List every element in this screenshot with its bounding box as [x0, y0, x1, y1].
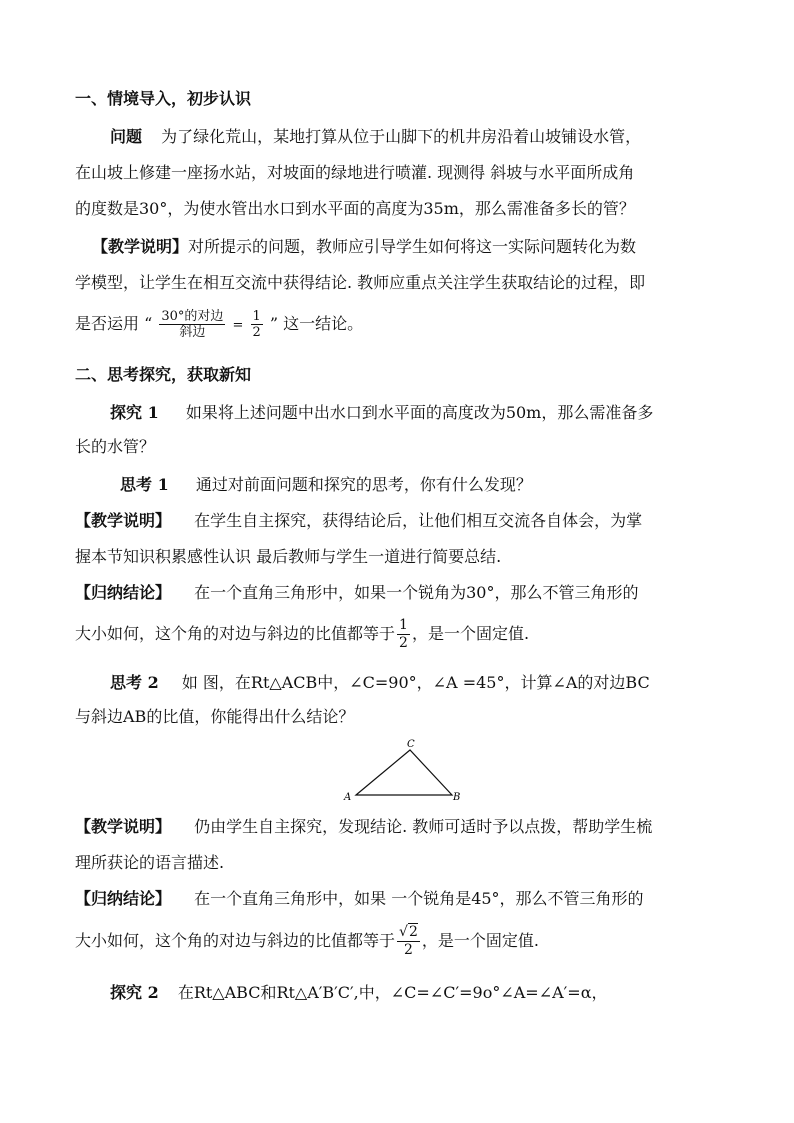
note-1-text-1: 在学生自主探究，获得结论后，让他们相互交流各自体会，为掌	[194, 511, 643, 530]
problem-line-3: 的度数是30°，为使水管出水口到水平面的高度为35m，那么需准备多长的管？	[75, 199, 635, 218]
explore-1-line-2: 长的水管？	[75, 437, 156, 456]
problem-text-1: 为了绿化荒山，某地打算从位于山脚下的机井房沿着山坡铺设水管，	[161, 127, 642, 146]
think-1-text: 通过对前面问题和探究的思考，你有什么发现？	[195, 475, 532, 494]
fraction-one-half-2	[397, 617, 410, 652]
note-1-label: 【教学说明】	[75, 511, 172, 530]
problem-label: 问题	[110, 127, 143, 146]
conclusion-2-text-2-pre: 大小如何，这个角的对边与斜边的比值都等于	[75, 931, 396, 950]
note-label: 【教学说明】	[92, 237, 189, 256]
vertex-label-b: B	[453, 792, 461, 803]
conclusion-1-text-2-post: ，是一个固定值.	[411, 624, 530, 643]
note-1-line-1	[75, 510, 642, 532]
explore-2-label: 探究 2	[110, 983, 159, 1002]
sqrt-radicand: 2	[408, 924, 418, 940]
explore-2-text: 在Rt△ABC和Rt△A′B′C′,中，∠C=∠C′=9o°∠A=∠A′=α，	[177, 983, 608, 1002]
note-text-3-post: ” 这一结论。	[269, 314, 364, 333]
triangle-figure	[340, 738, 466, 804]
half-numerator: 1	[252, 309, 261, 324]
note-text-3-pre: 是否运用 “	[75, 314, 153, 333]
note-line-1	[92, 236, 636, 258]
conclusion-1-text-1: 在一个直角三角形中，如果一个锐角为30°，那么不管三角形的	[194, 583, 639, 602]
sqrt-symbol: √2	[399, 924, 418, 940]
section-1-heading: 一、情境导入，初步认识	[75, 89, 252, 108]
think-2-line-1	[110, 672, 650, 694]
conclusion-1-text-2-pre: 大小如何，这个角的对边与斜边的比值都等于	[75, 624, 396, 643]
note-line-2: 学模型，让学生在相互交流中获得结论. 教师应重点关注学生获取结论的过程，即	[75, 273, 646, 292]
explore-1-line-1	[110, 402, 653, 424]
think-1-label: 思考 1	[120, 475, 169, 494]
note-text-1: 对所提示的问题，教师应引导学生如何将这一实际问题转化为数	[188, 237, 637, 256]
explore-1-text-1: 如果将上述问题中出水口到水平面的高度改为50m，那么需准备多	[185, 403, 654, 422]
conclusion-1-line-1	[75, 582, 638, 604]
fraction-numerator: 30°的对边	[161, 309, 224, 324]
fraction-30-opposite-over-hypotenuse	[159, 309, 225, 340]
vertex-label-c: C	[407, 739, 415, 750]
note-2-line-2: 理所获论的语言描述.	[75, 853, 225, 872]
note-line-3	[75, 306, 363, 344]
conclusion-2-text-2-post: ，是一个固定值.	[421, 931, 539, 950]
think-1-line	[120, 474, 532, 496]
think-2-line-2: 与斜边AB的比值，你能得出什么结论？	[75, 707, 355, 726]
conclusion-2-line-2	[75, 920, 539, 962]
note-2-line-1	[75, 816, 652, 838]
sqrt2-numerator	[397, 924, 420, 942]
think-2-label: 思考 2	[110, 673, 159, 692]
section-2-heading: 二、思考探究，获取新知	[75, 365, 252, 384]
explore-2-line	[110, 982, 608, 1004]
problem-line-1	[110, 126, 641, 148]
conclusion-2-label: 【归纳结论】	[75, 889, 172, 908]
conclusion-2-line-1	[75, 888, 644, 910]
note-1-line-2: 握本节知识积累感性认识 最后教师与学生一道进行简要总结.	[75, 547, 502, 566]
fraction-one-half	[251, 309, 263, 340]
vertex-label-a: A	[344, 792, 352, 803]
note-2-text-1: 仍由学生自主探究，发现结论. 教师可适时予以点拨，帮助学生梳	[194, 817, 653, 836]
triangle-acb	[356, 750, 452, 795]
explore-1-label: 探究 1	[110, 403, 159, 422]
problem-line-2: 在山坡上修建一座扬水站，对坡面的绿地进行喷灌. 现测得 斜坡与水平面所成角	[75, 163, 635, 182]
sqrt2-denominator: 2	[403, 942, 413, 958]
conclusion-1-label: 【归纳结论】	[75, 583, 172, 602]
half-2-numerator: 1	[399, 617, 408, 633]
conclusion-1-line-2	[75, 614, 529, 654]
conclusion-2-text-1: 在一个直角三角形中，如果 一个锐角是45°，那么不管三角形的	[194, 889, 644, 908]
think-2-text-1: 如 图，在Rt△ACB中，∠C=90°，∠A =45°，计算∠A的对边BC	[181, 673, 650, 692]
equals-sign: =	[232, 318, 244, 333]
half-2-denominator: 2	[399, 635, 408, 651]
fraction-sqrt2-over-2	[397, 924, 420, 959]
fraction-denominator: 斜边	[179, 325, 206, 340]
half-denominator: 2	[252, 325, 261, 340]
note-2-label: 【教学说明】	[75, 817, 172, 836]
